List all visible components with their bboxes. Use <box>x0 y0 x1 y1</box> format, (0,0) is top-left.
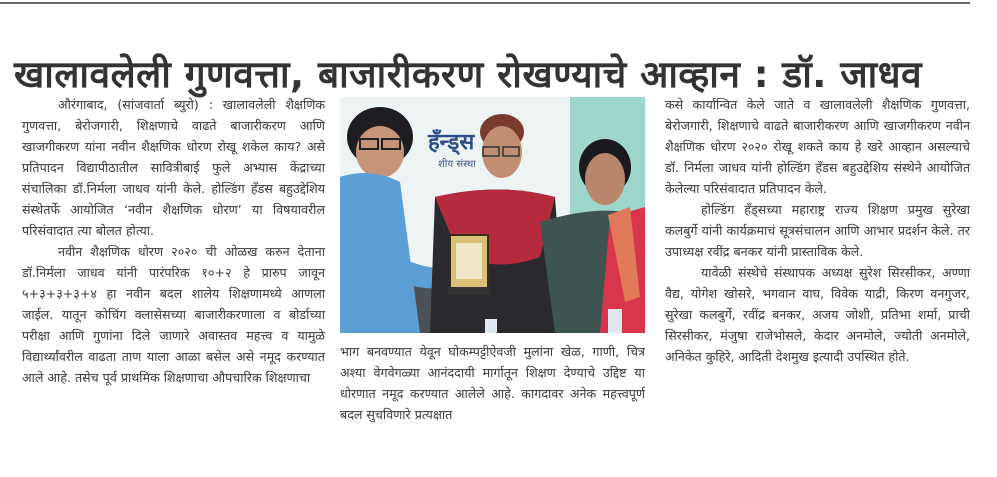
paragraph: होल्डिंग हँड्सच्या महाराष्ट्र राज्य शिक्षण प्रमुख सुरेखा कलबुर्गे यांनी कार्यक्रमाचं सूत्रसंचालन आणि आभार प्रदर्शन केले. तर उपाध्यक्ष रवींद्र बनकर यांनी प्रास्ताविक केले. <box>665 202 970 259</box>
middle-column <box>340 341 645 425</box>
paragraph: कसे कार्यान्वित केले जाते व खालावलेली शैक्षणिक गुणवत्ता, बेरोजगारी, शिक्षणाचे वाढते बाजारीकरण आणि खाजगीकरण नवीन शैक्षणिक धोरण २०२० रोखू शकते काय हे खरे आव्हान असल्याचे डॉ. निर्मला जाधव यांनी होल्डिंग हँडस बहुउद्देशिय संस्थेने आयोजित केलेल्या परिसंवादात प्रतिपादन केले. <box>665 97 970 196</box>
article-photo <box>340 97 645 333</box>
paragraph: नवीन शैक्षणिक धोरण २०२० ची ओळख करुन देताना डॉ.निर्मला जाधव यांनी पारंपरिक १०+२ हे प्रारुप जावून ५+३+३+३+४ हा नवीन बदल शालेय शिक्षणामध्ये आणला जाईल. यातून कोचिंग क्लासेसच्या बाजारीकरणाला व बोर्डाच्या परीक्षा आणि गुणांना दिले जाणारे अवास्तव महत्त्व व यामुळे विद्यार्थ्यांवरील वाढता ताण याला आळा बसेल असे नमूद करण्यात आले आहे. तसेच पूर्व प्राथमिक शिक्षणाचा औपचारिक शिक्षणाचा <box>22 244 325 385</box>
svg-text:हँन्ड्स: हँन्ड्स <box>428 130 475 155</box>
paragraph: भाग बनवण्यात येवून घोकम्पट्टीऐवजी मुलांना खेळ, गाणी, चित्र अश्या वेगवेगळ्या आनंददायी मार्गातून शिक्षण देण्याचे उद्दिष्ट या धोरणात नमूद करण्यात आलेले आहे. कागदावर अनेक महत्त्वपूर्ण बदल सुचविणारे प्रत्यक्षात <box>340 344 645 422</box>
top-rule <box>0 2 970 4</box>
left-column <box>22 94 325 388</box>
paragraph: यावेळी संस्थेचे संस्थापक अध्यक्ष सुरेश सिरसीकर, अण्णा वैद्य, योगेश खोसरे, भगवान वाघ, विवेक याद्री, किरण वनगुजर, सुरेखा कलबुर्गे, रवींद्र बनकर, अजय जोशी, प्रतिभा शर्मा, प्राची सिरसीकर, मंजुषा राजेभोसले, केदार अनमोले, ज्योती अनमोले, अनिकेत कुहिरे, आदिती देशमुख इत्यादी उपस्थित होते. <box>665 265 970 364</box>
paragraph: औरंगाबाद, (सांजवार्ता ब्युरो) : खालावलेली शैक्षणिक गुणवत्ता, बेरोजगारी, शिक्षणाचे वाढते बाजारीकरण आणि खाजगीकरण यांना नवीन शैक्षणिक धोरण रोखू शकेल काय? असे प्रतिपादन विद्यापीठातील सावित्रीबाई फुले अभ्यास केंद्राच्या संचालिका डॉ.निर्मला जाधव यांनी केले. होल्डिंग हँडस बहुउद्देशिय संस्थेतर्फे आयोजित ‘नवीन शैक्षणिक धोरण’ या विषयावरील परिसंवादात त्या बोलत होत्या. <box>22 97 325 238</box>
right-column <box>665 94 970 367</box>
svg-text:शीय संस्था: शीय संस्था <box>438 159 476 170</box>
headline: खालावलेली गुणवत्ता, बाजारीकरण रोखण्याचे आव्हान : डॉ. जाधव <box>14 52 923 96</box>
